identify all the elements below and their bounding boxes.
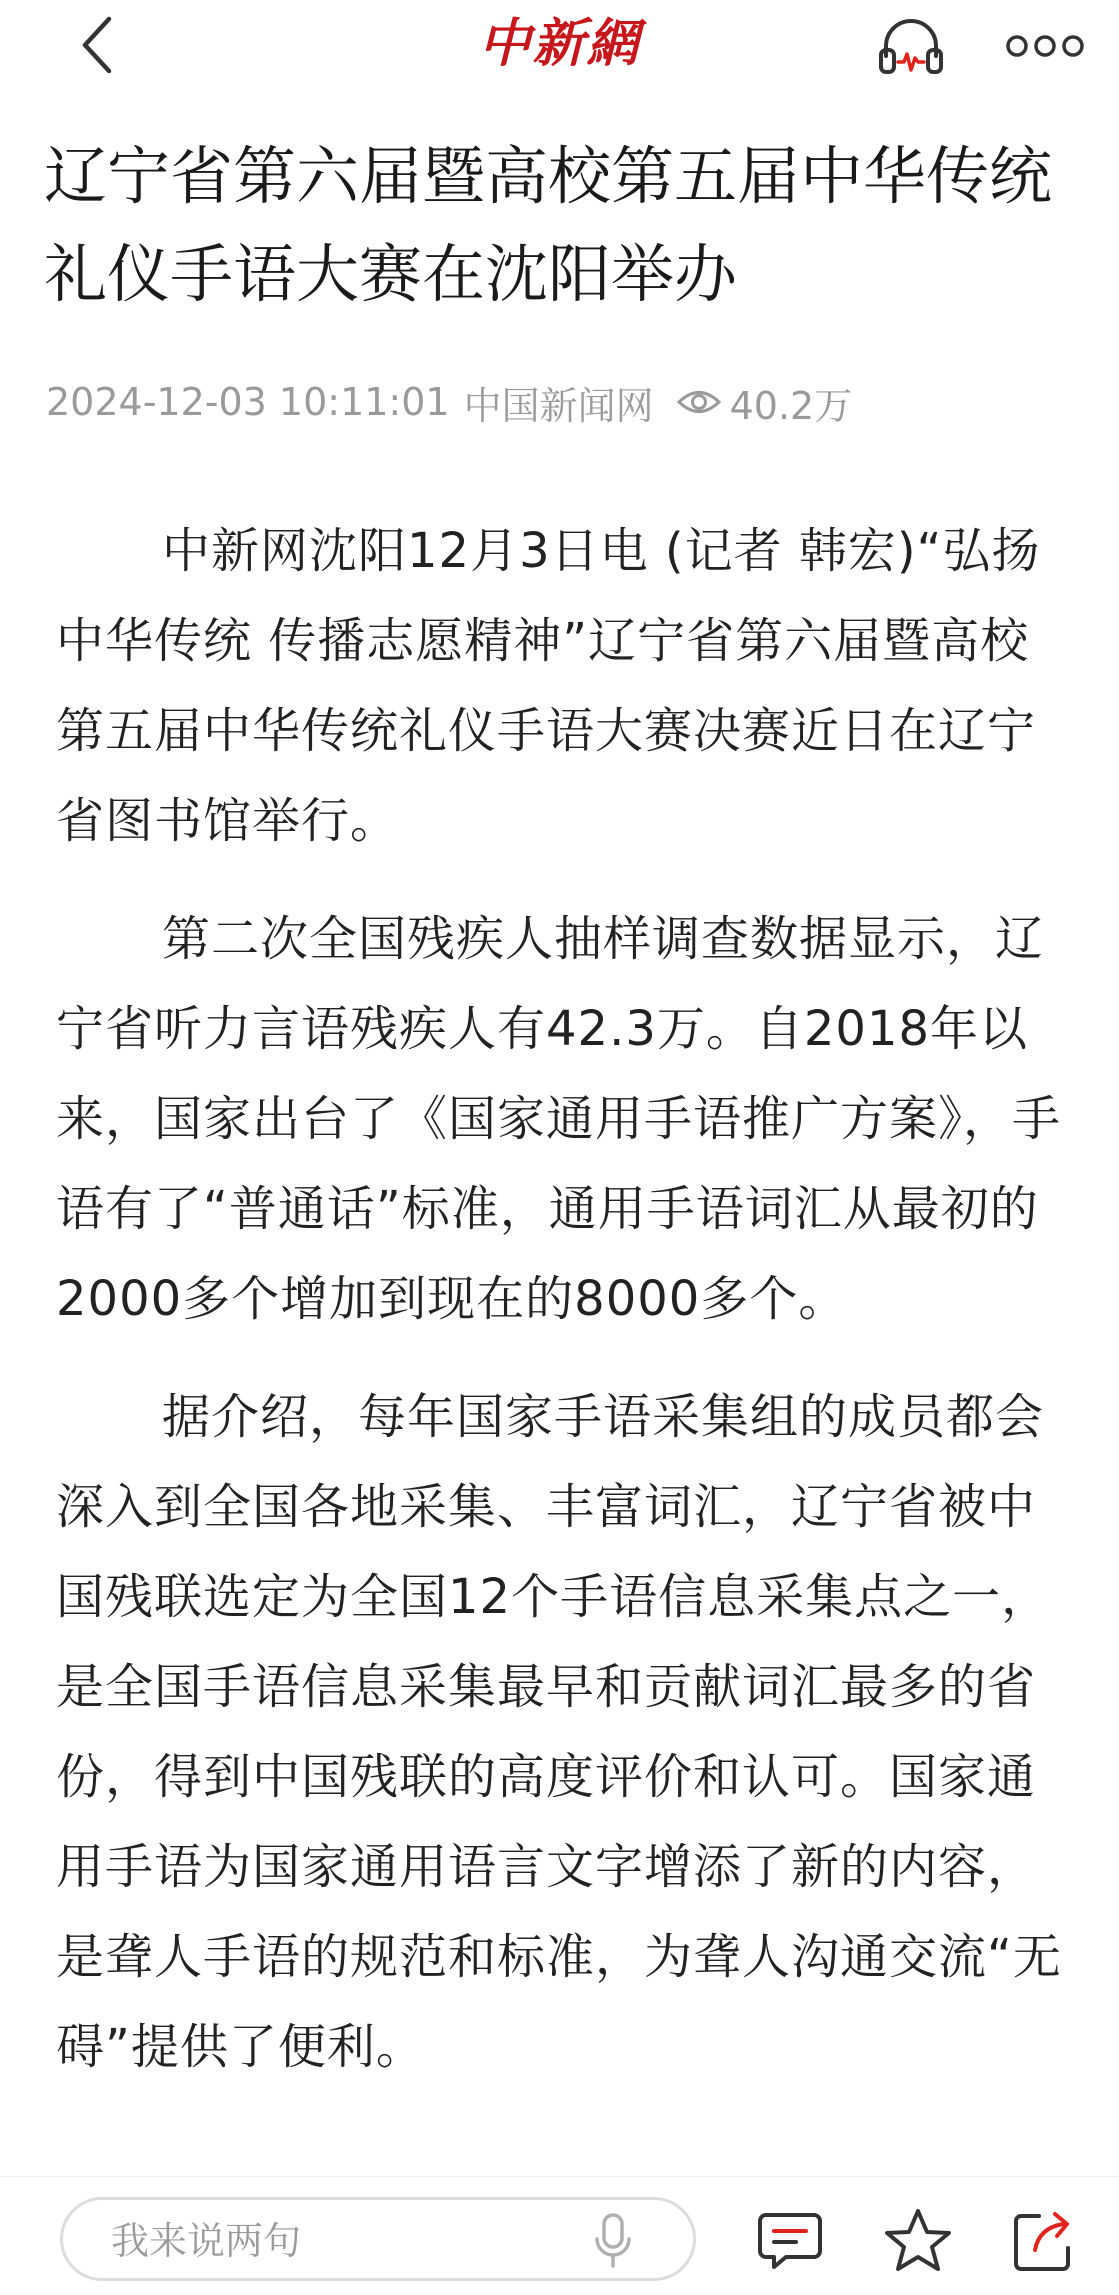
- listen-button[interactable]: [874, 12, 948, 80]
- voice-input-button[interactable]: [585, 2210, 641, 2272]
- more-button[interactable]: [1000, 16, 1090, 76]
- view-count-icon-wrap: [676, 387, 722, 417]
- headphones-icon: [876, 16, 946, 76]
- mic-icon: [593, 2212, 633, 2270]
- favorite-button[interactable]: [880, 2203, 956, 2279]
- comment-box[interactable]: [60, 2197, 696, 2281]
- comment-icon: [756, 2209, 824, 2273]
- view-count: 40.2万: [729, 383, 853, 428]
- eye-icon: [676, 387, 722, 417]
- article-body: [56, 506, 1076, 2120]
- article-paragraph: 中新网沈阳12月3日电 (记者 韩宏)“弘扬中华传统 传播志愿精神”辽宁省第六届暨高校第五届中华传统礼仪手语大赛决赛近日在辽宁省图书馆举行。: [56, 523, 1041, 849]
- site-logo: 中新網: [478, 13, 641, 74]
- article-paragraph: 据介绍，每年国家手语采集组的成员都会深入到全国各地采集、丰富词汇，辽宁省被中国残联选定为全国12个手语信息采集点之一，是全国手语信息采集最早和贡献词汇最多的省份，得到中国残联的高度评价和认可。国家通用手语为国家通用语言文字增添了新的内容，是聋人手语的规范和标准，为聋人沟通交流“无碍”提供了便利。: [56, 1389, 1062, 2075]
- comment-button[interactable]: [752, 2203, 828, 2279]
- bottom-action-bar: [0, 2176, 1119, 2295]
- star-icon: [883, 2207, 953, 2275]
- comment-input[interactable]: [109, 2212, 593, 2270]
- publish-datetime: 2024-12-03 10:11:01: [46, 380, 450, 424]
- article-meta: [46, 372, 852, 432]
- article-title: 辽宁省第六届暨高校第五届中华传统礼仪手语大赛在沈阳举办: [44, 140, 1052, 311]
- more-icon: [1004, 31, 1086, 61]
- top-bar: [0, 0, 1119, 92]
- share-button[interactable]: [1006, 2203, 1082, 2279]
- article-source: 中国新闻网: [463, 383, 654, 428]
- share-icon: [1011, 2208, 1077, 2274]
- article-paragraph: 第二次全国残疾人抽样调查数据显示，辽宁省听力言语残疾人有42.3万。自2018年以来，国家出台了《国家通用手语推广方案》，手语有了“普通话”标准，通用手语词汇从最初的2000多个增加到现在的8000多个。: [56, 911, 1062, 1327]
